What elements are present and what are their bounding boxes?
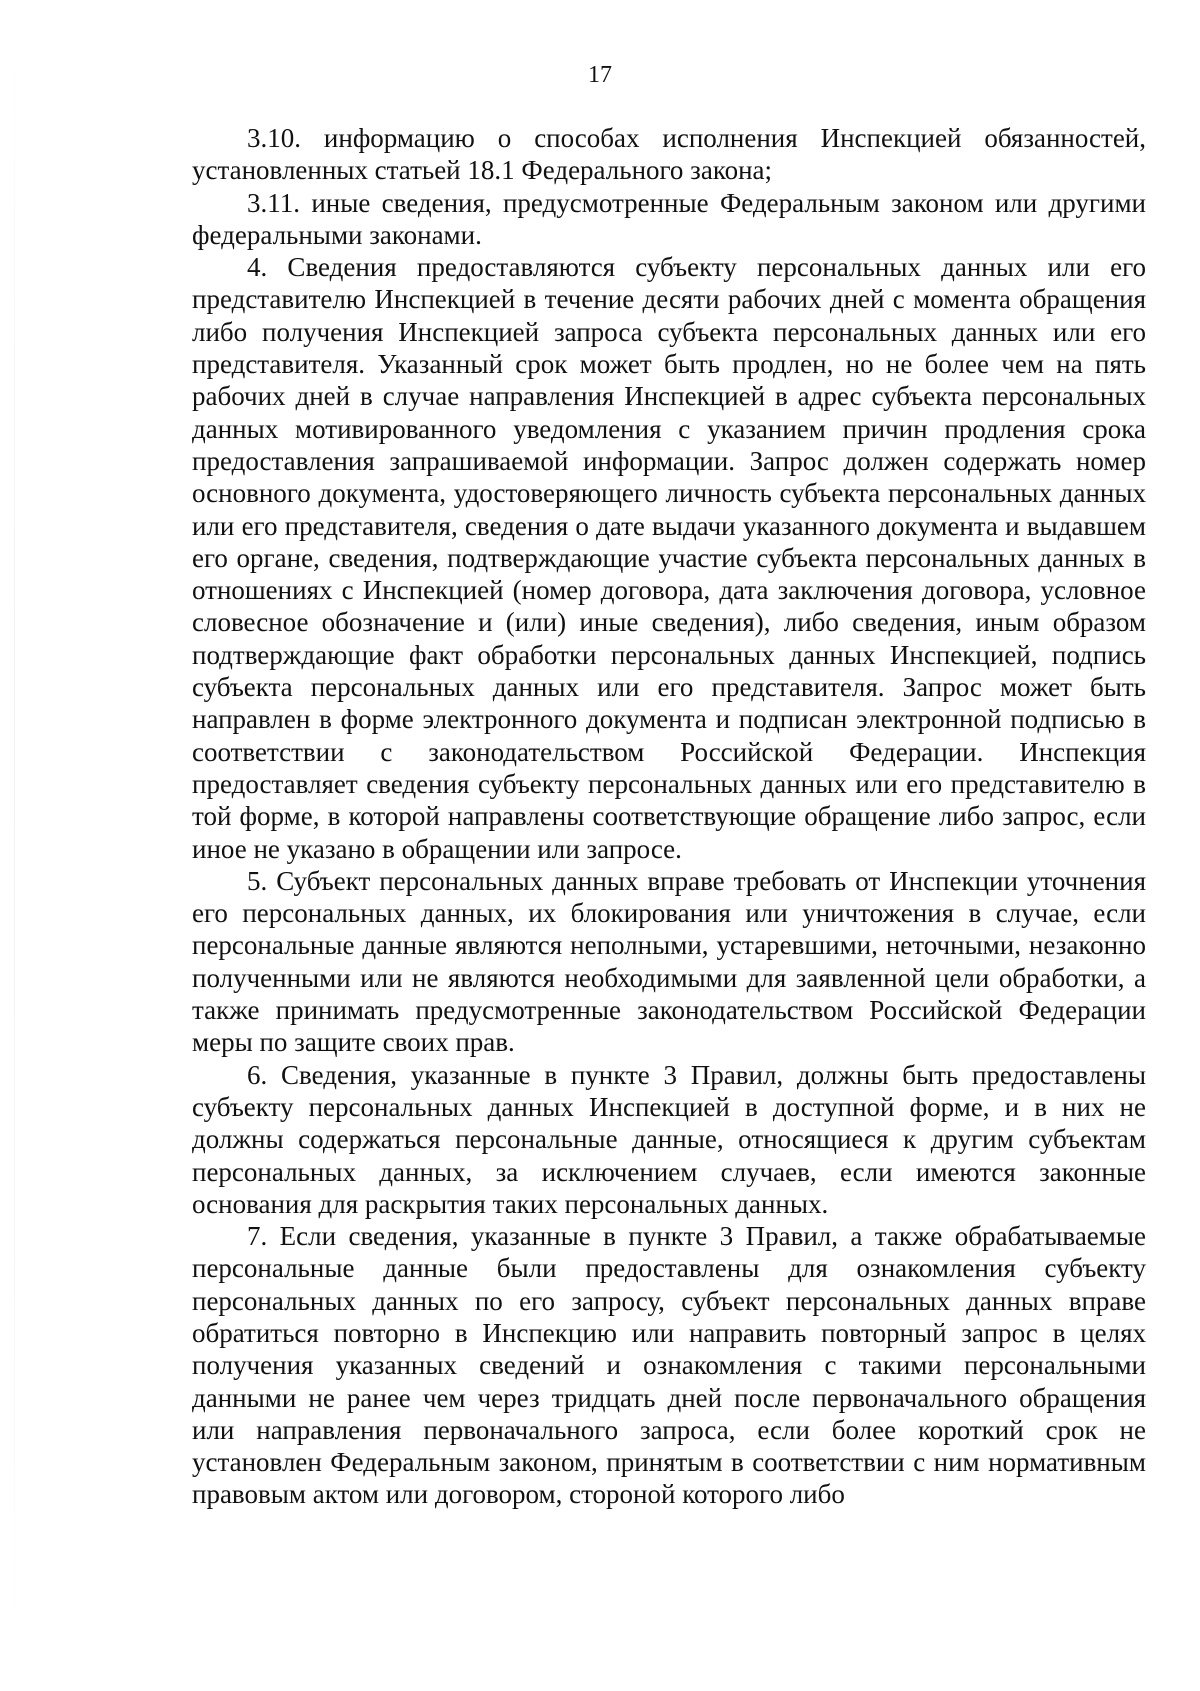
paragraph-6: 6. Сведения, указанные в пункте 3 Правил, должны быть предоставлены субъекту персональных данных Инспекцией в доступной форме, и в них не должны содержаться персональные данные, относящиеся к другим субъектам персональных данных, за исключением случаев, если имеются законные основания для раскрытия таких персональных данных. (192, 1059, 1146, 1219)
paragraph-4: 4. Сведения предоставляются субъекту персональных данных или его представителю Инспекцией в течение десяти рабочих дней с момента обращения либо получения Инспекцией запроса субъекта персональных данных или его представителя. Указанный срок может быть продлен, но не более чем на пять рабочих дней в случае направления Инспекцией в адрес субъекта персональных данных мотивированного уведомления с указанием причин продления срока предоставления запрашиваемой информации. Запрос должен содержать номер основного документа, удостоверяющего личность субъекта персональных данных или его представителя, сведения о дате выдачи указанного документа и выдавшем его органе, сведения, подтверждающие участие субъекта персональных данных в отношениях с Инспекцией (номер договора, дата заключения договора, условное словесное обозначение и (или) иные сведения), либо сведения, иным образом подтверждающие факт обработки персональных данных Инспекцией, подпись субъекта персональных данных или его представителя. Запрос может быть направлен в форме электронного документа и подписан электронной подписью в соответствии с законодательством Российской Федерации. Инспекция предоставляет сведения субъекту персональных данных или его представителю в той форме, в которой направлены соответствующие обращение либо запрос, если иное не указано в обращении или запросе. (192, 252, 1146, 864)
scan-edge-shadow (14, 0, 15, 1691)
page-number: 17 (588, 62, 612, 88)
paragraph-3-10: 3.10. информацию о способах исполнения Инспекцией обязанностей, установленных статьей 18.1 Федерального закона; (192, 123, 1146, 186)
paragraph-3-11: 3.11. иные сведения, предусмотренные Федеральным законом или другими федеральными законами. (192, 187, 1146, 250)
paragraph-5: 5. Субъект персональных данных вправе требовать от Инспекции уточнения его персональных данных, их блокирования или уничтожения в случае, если персональные данные являются неполными, устаревшими, неточными, незаконно полученными или не являются необходимыми для заявленной цели обработки, а также принимать предусмотренные законодательством Российской Федерации меры по защите своих прав. (192, 865, 1146, 1058)
document-body (192, 122, 1146, 1511)
paragraph-7: 7. Если сведения, указанные в пункте 3 Правил, а также обрабатываемые персональные данные были предоставлены для ознакомления субъекту персональных данных по его запросу, субъект персональных данных вправе обратиться повторно в Инспекцию или направить повторный запрос в целях получения указанных сведений и ознакомления с такими персональными данными не ранее чем через тридцать дней после первоначального обращения или направления первоначального запроса, если более короткий срок не установлен Федеральным законом, принятым в соответствии с ним нормативным правовым актом или договором, стороной которого либо (192, 1221, 1146, 1510)
